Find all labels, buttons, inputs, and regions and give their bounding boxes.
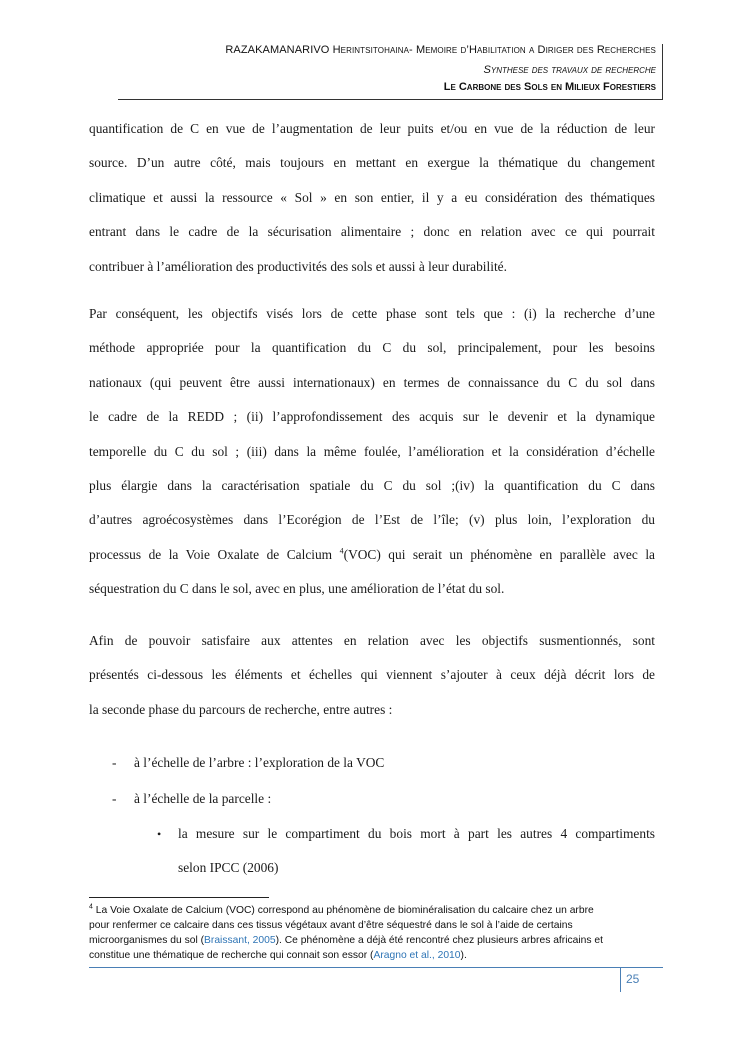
footnote — [89, 903, 659, 963]
text-line: d’autres agroécosystèmes dans l’Ecorégion de l’Est de l’île; (v) plus loin, l’exploration du — [89, 512, 655, 528]
text-line: Afin de pouvoir satisfaire aux attentes en relation avec les objectifs susmentionnés, sont — [89, 633, 655, 648]
text-line: temporelle du C du sol ; (iii) dans la même foulée, l’amélioration et la considération d’échelle — [89, 443, 655, 459]
text-line: Par conséquent, les objectifs visés lors de cette phase sont tels que : (i) la recherche d’une — [89, 306, 655, 321]
footnote-number: 4 — [89, 903, 93, 911]
text-line: contribuer à l’amélioration des productivités des sols et aussi à leur durabilité. — [89, 258, 507, 274]
footnote-text: ). Ce phénomène a déjà été rencontré chez plusieurs arbres africains et — [275, 935, 603, 946]
text-line: entrant dans le cadre de la sécurisation alimentaire ; donc en relation avec ce qui pourrait — [89, 224, 655, 240]
text-line: méthode appropriée pour la quantification du C du sol, principalement, pour les besoins — [89, 340, 655, 356]
list-item-text: à l’échelle de la parcelle : — [134, 791, 272, 806]
list-item-text: à l’échelle de l’arbre : l’exploration de la VOC — [134, 755, 385, 770]
paragraph-2 — [89, 297, 655, 607]
footer-vertical-rule — [620, 967, 621, 992]
text-line: la seconde phase du parcours de recherche, entre autres : — [89, 701, 393, 717]
header-section: Synthese des travaux de recherche — [483, 64, 656, 76]
footnote-line: pour renfermer ce calcaire dans ces tissus végétaux avant d’être séquestré dans le sol à l’aide de certains — [89, 920, 573, 931]
text-line: plus élargie dans la caractérisation spatiale du C du sol ;(iv) la quantification du C dans — [89, 477, 655, 493]
text-line-with-footnote-ref — [89, 538, 655, 572]
sub-list-item-text: la mesure sur le compartiment du bois mort à part les autres 4 compartiments — [178, 826, 655, 841]
text-line: le cadre de la REDD ; (ii) l’approfondissement des acquis sur le devenir et la dynamique — [89, 409, 655, 425]
dash-marker: - — [112, 791, 117, 806]
text-segment: processus de la Voie Oxalate de Calcium — [89, 546, 340, 562]
footnote-line — [89, 903, 659, 918]
bullet-marker: • — [157, 827, 162, 841]
footnote-text: microorganismes du sol ( — [89, 935, 205, 946]
footnote-text: constitue une thématique de recherche qui connait son essor ( — [89, 950, 374, 961]
citation-link[interactable]: Aragno et al., 2010 — [373, 950, 461, 961]
sub-list-item-text: selon IPCC (2006) — [178, 860, 279, 875]
text-line: quantification de C en vue de l’augmentation de leur puits et/ou en vue de la réduction de leur — [89, 121, 655, 136]
header-subject: Le Carbone des Sols en Milieux Forestiers — [443, 81, 656, 93]
citation-link[interactable]: Braissant, 2005 — [204, 935, 276, 946]
header-horizontal-rule — [118, 99, 663, 100]
page-number: 25 — [626, 972, 640, 986]
footnote-line — [89, 948, 659, 963]
text-line: séquestration du C dans le sol, avec en plus, une amélioration de l’état du sol. — [89, 581, 505, 597]
footnote-text: La Voie Oxalate de Calcium (VOC) correspond au phénomène de biominéralisation du calcaire chez un arbre — [92, 905, 594, 916]
paragraph-3 — [89, 624, 655, 727]
footnote-text: ). — [460, 950, 467, 961]
header-vertical-rule — [662, 44, 663, 100]
text-line: climatique et aussi la ressource « Sol » en son entier, il y a eu considération des thématiques — [89, 189, 655, 205]
text-segment: (VOC) qui serait un phénomène en parallèle avec la — [343, 546, 655, 562]
paragraph-1 — [89, 112, 655, 284]
footer-rule — [89, 967, 663, 968]
footnote-reference[interactable]: 4 — [339, 546, 344, 556]
text-line: nationaux (qui peuvent être aussi internationaux) en termes de connaissance du C du sol dans — [89, 374, 655, 390]
footnote-line — [89, 933, 659, 948]
text-line: présentés ci-dessous les éléments et échelles qui viennent s’ajouter à ceux déjà décrit lors de — [89, 667, 655, 683]
text-line: source. D’un autre côté, mais toujours en mettant en exergue la thématique du changement — [89, 155, 655, 171]
footnote-separator — [89, 897, 269, 898]
dash-marker: - — [112, 755, 117, 770]
header-author-title: RAZAKAMANARIVO Herintsitohaina- Memoire d’Habilitation a Diriger des Recherches — [225, 44, 656, 56]
